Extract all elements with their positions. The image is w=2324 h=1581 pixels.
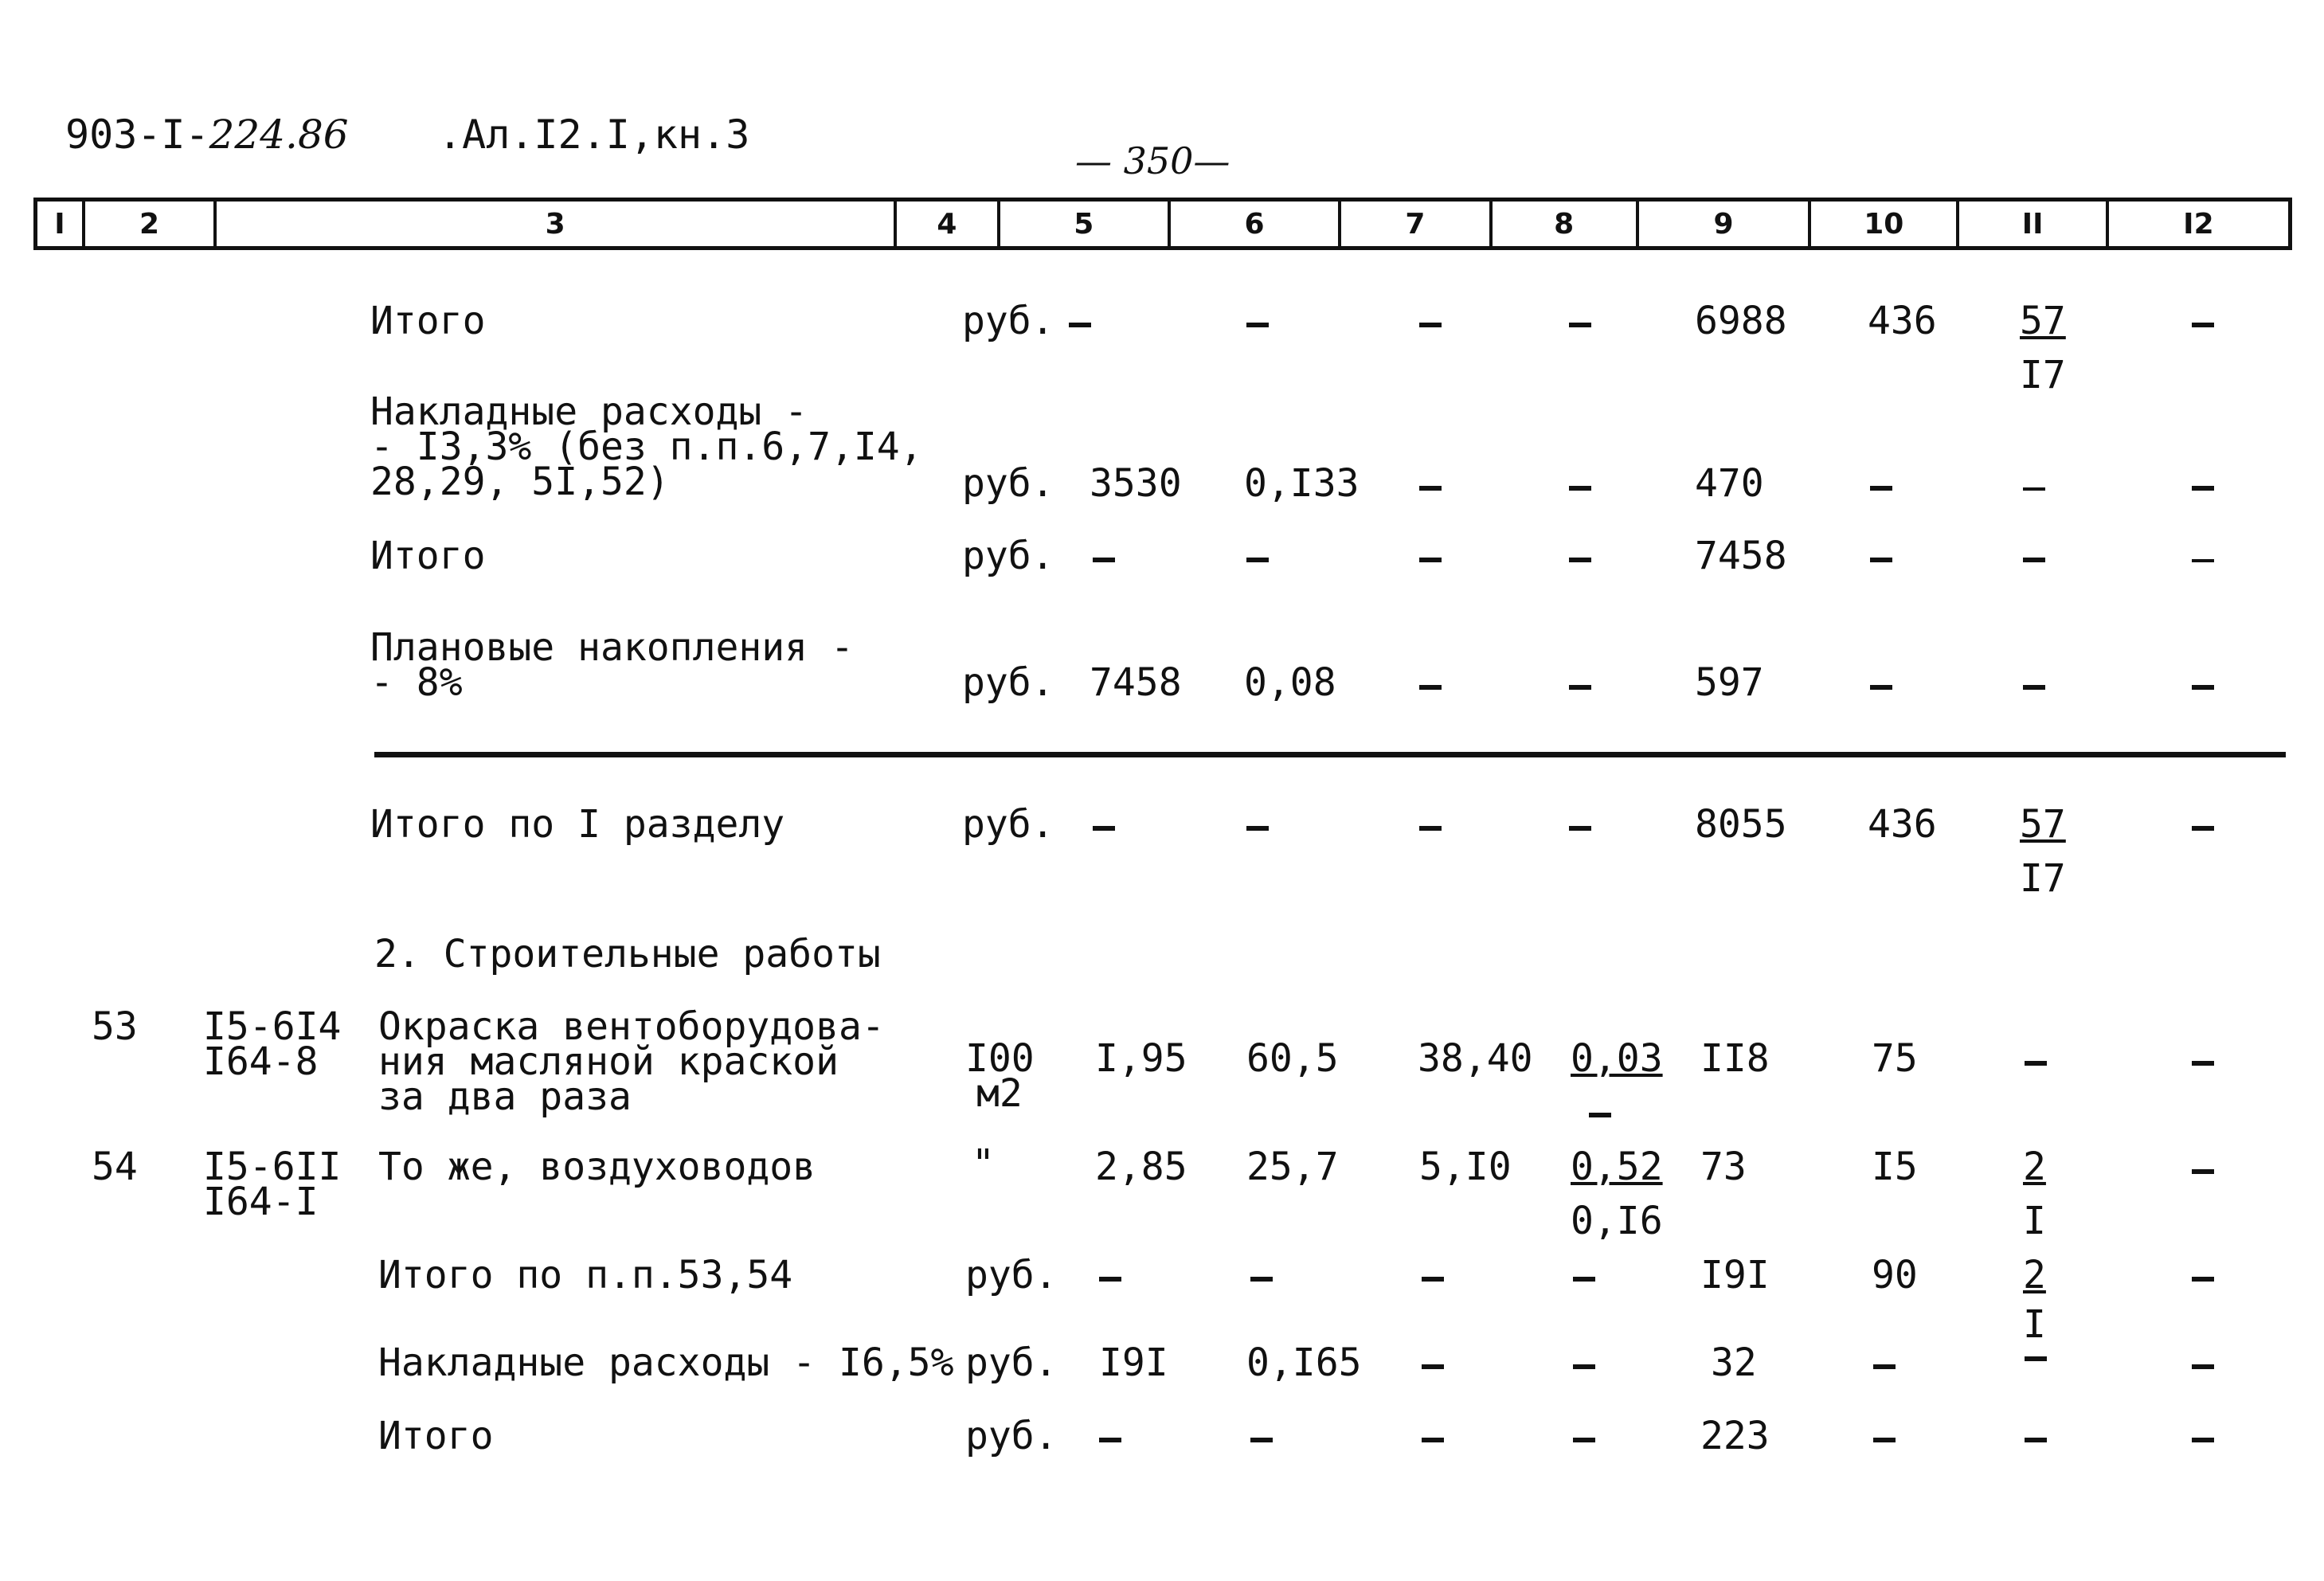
- empty-cell-dash: [1573, 1277, 1595, 1282]
- row-unit: руб.: [962, 802, 1054, 847]
- row-number: 54: [92, 1145, 138, 1189]
- row-col11-bottom: I: [2023, 1199, 2046, 1243]
- row-code: I5-6I4: [203, 1004, 342, 1049]
- row-rate: 0,I65: [1246, 1340, 1362, 1385]
- row-col8-top: 0,03: [1571, 1036, 1663, 1081]
- row-quantity: 2,85: [1095, 1145, 1187, 1189]
- column-number: 4: [897, 202, 1000, 246]
- row-name: Итого: [370, 299, 486, 343]
- row-cost-total: 6988: [1695, 299, 1787, 343]
- row-unit: м2: [976, 1071, 1023, 1116]
- empty-cell-dash: [2192, 486, 2214, 491]
- column-number: I: [37, 202, 85, 246]
- section-divider: [374, 752, 2286, 757]
- empty-cell-dash: [2192, 685, 2214, 690]
- empty-cell-dash: [1870, 486, 1892, 491]
- row-code: I64-I: [203, 1180, 319, 1224]
- row-cost-total: I9I: [1700, 1253, 1770, 1297]
- row-cost-total: 32: [1711, 1340, 1757, 1385]
- row-col11-bottom: I: [2023, 1302, 2046, 1347]
- row-col10: 436: [1868, 299, 1937, 343]
- empty-cell-dash: [1569, 685, 1591, 690]
- row-base: 3530: [1090, 461, 1182, 506]
- column-number: 9: [1639, 202, 1811, 246]
- empty-cell-dash: [2192, 1169, 2214, 1174]
- row-unit: руб.: [962, 534, 1054, 578]
- row-col11-top: 57: [2020, 802, 2066, 847]
- empty-cell-dash: [1246, 558, 1269, 562]
- column-number: 5: [1000, 202, 1171, 246]
- row-col10: 436: [1868, 802, 1937, 847]
- row-unit: руб.: [962, 660, 1054, 705]
- row-cost-total: 8055: [1695, 802, 1787, 847]
- row-base: I9I: [1099, 1340, 1168, 1385]
- row-unit: I00: [965, 1036, 1035, 1081]
- row-unit: руб.: [965, 1253, 1058, 1297]
- empty-cell-dash: [1573, 1364, 1595, 1369]
- empty-cell-dash: [2192, 1364, 2214, 1369]
- empty-cell-dash: [2023, 487, 2045, 491]
- row-col8-top: 0,52: [1571, 1145, 1663, 1189]
- row-name: Итого по п.п.53,54: [378, 1253, 793, 1297]
- row-name: Плановые накопления -: [370, 625, 854, 670]
- row-cost-total: 73: [1700, 1145, 1747, 1189]
- row-cost-total: 7458: [1695, 534, 1787, 578]
- empty-cell-dash: [1419, 685, 1442, 690]
- row-cost-total: 470: [1695, 461, 1764, 506]
- row-name: за два раза: [378, 1074, 632, 1119]
- empty-cell-dash: [2025, 1061, 2047, 1066]
- empty-cell-dash: [1569, 323, 1591, 327]
- row-quantity: I,95: [1095, 1036, 1187, 1081]
- empty-cell-dash: [1069, 323, 1091, 327]
- empty-cell-dash: [2025, 1356, 2047, 1361]
- row-col10: 75: [1872, 1036, 1918, 1081]
- row-cost-total: 597: [1695, 660, 1764, 705]
- row-number: 53: [92, 1004, 138, 1049]
- row-col8-bottom: 0,I6: [1571, 1199, 1663, 1243]
- empty-cell-dash: [1419, 826, 1442, 831]
- row-unit: руб.: [965, 1340, 1058, 1385]
- empty-cell-dash: [1870, 685, 1892, 690]
- empty-cell-dash: [1419, 558, 1442, 562]
- empty-cell-dash: [2025, 1438, 2047, 1442]
- empty-cell-dash: [1870, 558, 1892, 562]
- empty-cell-dash: [2023, 685, 2045, 690]
- empty-cell-dash: [2192, 1277, 2214, 1282]
- empty-cell-dash: [1099, 1277, 1121, 1282]
- row-unit: ": [972, 1141, 995, 1186]
- column-number: 2: [85, 202, 217, 246]
- empty-cell-dash: [1099, 1438, 1121, 1442]
- row-code: I5-6II: [203, 1145, 342, 1189]
- row-rate: 0,08: [1244, 660, 1336, 705]
- empty-cell-dash: [1873, 1438, 1896, 1442]
- row-name: - 8%: [370, 660, 463, 705]
- page-number: — 350—: [1075, 139, 1230, 182]
- column-number: II: [1959, 202, 2108, 246]
- empty-cell-dash: [1419, 486, 1442, 491]
- row-col7: 5,I0: [1419, 1145, 1512, 1189]
- row-col10: 90: [1872, 1253, 1918, 1297]
- empty-cell-dash: [1573, 1438, 1595, 1442]
- empty-cell-dash: [1093, 826, 1115, 831]
- document-code: [65, 112, 349, 158]
- document-code-handwritten: 224.86: [209, 112, 349, 158]
- empty-cell-dash: [1422, 1277, 1444, 1282]
- row-name: Накладные расходы - I6,5%: [378, 1340, 954, 1385]
- row-col7: 38,40: [1418, 1036, 1533, 1081]
- empty-cell-dash: [1422, 1364, 1444, 1369]
- row-rate: 0,I33: [1244, 461, 1360, 506]
- empty-cell-dash: [1250, 1277, 1273, 1282]
- empty-cell-dash: [2023, 558, 2045, 562]
- empty-cell-dash: [1250, 1438, 1273, 1442]
- row-cost-total: 223: [1700, 1414, 1770, 1458]
- empty-cell-dash: [2192, 826, 2214, 831]
- row-unit: руб.: [962, 461, 1054, 506]
- row-name: То же, воздуховодов: [378, 1145, 816, 1189]
- column-number: 6: [1171, 202, 1341, 246]
- row-unit: руб.: [965, 1414, 1058, 1458]
- row-col11-top: 2: [2023, 1253, 2046, 1297]
- row-name: ния масляной краской: [378, 1039, 839, 1084]
- row-col11-bottom: I7: [2020, 856, 2066, 901]
- row-name: Итого по I разделу: [370, 802, 785, 847]
- row-col10: I5: [1872, 1145, 1918, 1189]
- column-number: 7: [1341, 202, 1492, 246]
- empty-cell-dash: [2192, 1438, 2214, 1442]
- empty-cell-dash: [1419, 323, 1442, 327]
- empty-cell-dash: [2192, 559, 2214, 562]
- row-code: I64-8: [203, 1039, 319, 1084]
- empty-cell-dash: [1569, 826, 1591, 831]
- column-number: 3: [217, 202, 897, 246]
- section-title: 2. Строительные работы: [374, 932, 881, 976]
- row-name: - I3,3% (без п.п.6,7,I4,: [370, 425, 923, 469]
- row-name: Итого: [378, 1414, 494, 1458]
- row-col11-top: 2: [2023, 1145, 2046, 1189]
- empty-cell-dash: [2192, 1061, 2214, 1066]
- row-name: 28,29, 5I,52): [370, 460, 670, 504]
- document-code-prefix: 903-I-: [65, 112, 209, 158]
- column-number: I2: [2183, 207, 2214, 241]
- empty-cell-dash: [1569, 558, 1591, 562]
- row-unit-price: 60,5: [1246, 1036, 1339, 1081]
- empty-cell-dash: [1093, 558, 1115, 562]
- empty-cell-dash: [1589, 1113, 1611, 1117]
- album-reference: .Ал.I2.I,кн.3: [438, 112, 750, 158]
- column-number: 8: [1493, 202, 1639, 246]
- row-name: Итого: [370, 534, 486, 578]
- row-unit: руб.: [962, 299, 1054, 343]
- row-name: Накладные расходы -: [370, 389, 808, 434]
- column-number-header: [33, 198, 2292, 250]
- empty-cell-dash: [2192, 323, 2214, 327]
- empty-cell-dash: [1569, 486, 1591, 491]
- empty-cell-dash: [1246, 323, 1269, 327]
- column-number: 10: [1811, 202, 1959, 246]
- row-col11-top: 57: [2020, 299, 2066, 343]
- empty-cell-dash: [1422, 1438, 1444, 1442]
- row-cost-total: II8: [1700, 1036, 1770, 1081]
- empty-cell-dash: [1246, 826, 1269, 831]
- row-unit-price: 25,7: [1246, 1145, 1339, 1189]
- empty-cell-dash: [1873, 1364, 1896, 1369]
- row-name: Окраска вентоборудова-: [378, 1004, 885, 1049]
- row-col11-bottom: I7: [2020, 353, 2066, 397]
- row-base: 7458: [1090, 660, 1182, 705]
